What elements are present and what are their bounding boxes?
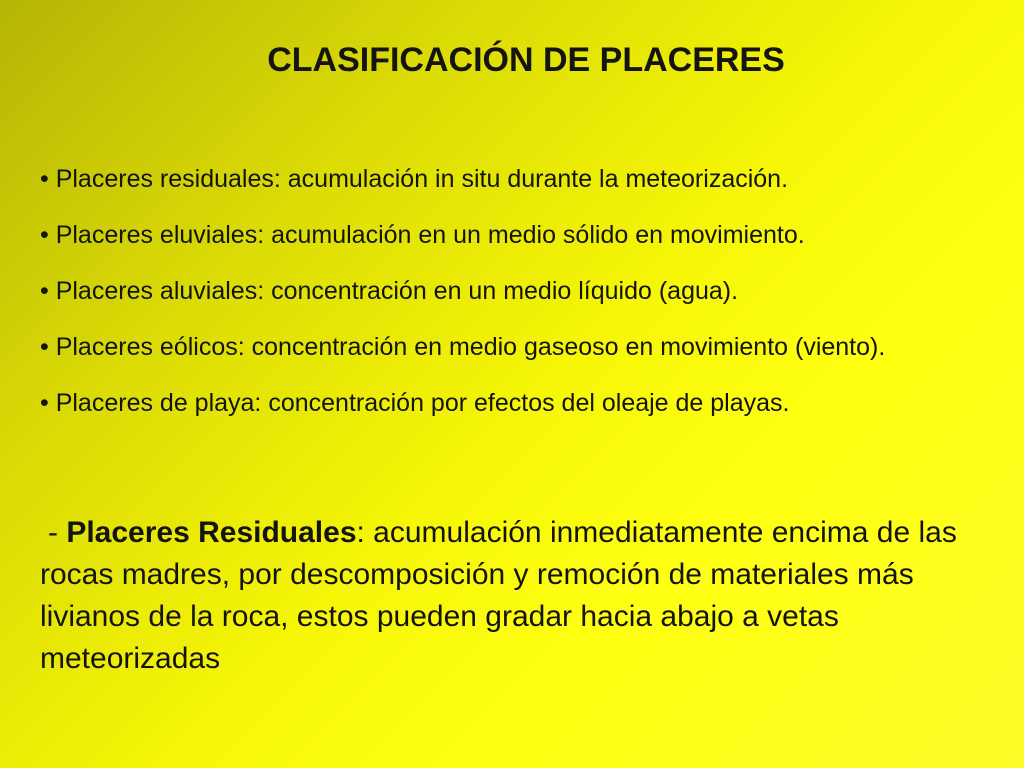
slide-title: CLASIFICACIÓN DE PLACERES [267, 41, 785, 79]
bullet-item-playa: • Placeres de playa: concentración por efectos del oleaje de playas. [40, 384, 1000, 422]
paragraph-prefix: - [48, 516, 67, 549]
bullet-item-eluviales: • Placeres eluviales: acumulación en un medio sólido en movimiento. [40, 216, 1000, 254]
bullet-item-eolicos: • Placeres eólicos: concentración en medio gaseoso en movimiento (viento). [40, 328, 1000, 366]
paragraph-bold-term: Placeres Residuales [66, 516, 357, 549]
description-paragraph [40, 512, 992, 680]
paragraph-text: : acumulación inmediatamente encima de las rocas madres, por descomposición y remoción de materiales más livianos de la roca, estos pueden gradar hacia abajo a vetas meteorizadas [40, 516, 957, 675]
bullet-list [40, 160, 1000, 440]
bullet-item-aluviales: • Placeres aluviales: concentración en un medio líquido (agua). [40, 272, 1000, 310]
bullet-item-residuales: • Placeres residuales: acumulación in situ durante la meteorización. [40, 160, 1000, 198]
